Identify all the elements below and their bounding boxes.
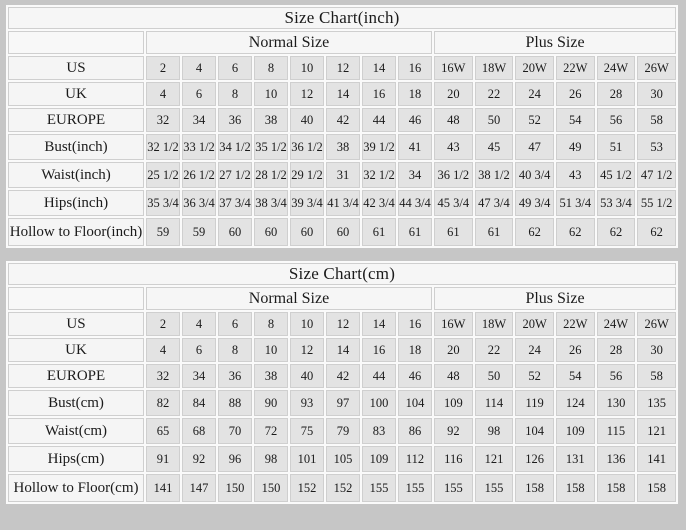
- table-row: [8, 190, 676, 216]
- data-cell: 39 1/2: [362, 134, 396, 160]
- data-cell: 24W: [597, 312, 636, 336]
- data-cell: 42: [326, 108, 360, 132]
- data-cell: 130: [597, 390, 636, 416]
- data-cell: 37 3/4: [218, 190, 252, 216]
- data-cell: 126: [515, 446, 554, 472]
- data-cell: 8: [218, 82, 252, 106]
- data-cell: 4: [182, 56, 216, 80]
- data-cell: 30: [637, 338, 676, 362]
- data-cell: 49: [556, 134, 595, 160]
- corner-cell: [8, 31, 144, 54]
- data-cell: 38: [254, 108, 288, 132]
- data-cell: 26: [556, 82, 595, 106]
- data-cell: 36 1/2: [434, 162, 473, 188]
- data-cell: 30: [637, 82, 676, 106]
- row-label: Hips(inch): [8, 190, 144, 216]
- data-cell: 20: [434, 338, 473, 362]
- data-cell: 2: [146, 56, 180, 80]
- normal-size-header: Normal Size: [146, 31, 432, 54]
- table-title-row: [8, 7, 676, 29]
- data-cell: 4: [146, 338, 180, 362]
- data-cell: 34: [182, 364, 216, 388]
- data-cell: 90: [254, 390, 288, 416]
- data-cell: 28 1/2: [254, 162, 288, 188]
- data-cell: 158: [515, 474, 554, 502]
- data-cell: 20W: [515, 312, 554, 336]
- plus-size-header: Plus Size: [434, 31, 676, 54]
- data-cell: 96: [218, 446, 252, 472]
- data-cell: 34 1/2: [218, 134, 252, 160]
- data-cell: 60: [326, 218, 360, 246]
- data-cell: 109: [362, 446, 396, 472]
- data-cell: 150: [254, 474, 288, 502]
- data-cell: 6: [182, 82, 216, 106]
- data-cell: 31: [326, 162, 360, 188]
- data-cell: 8: [254, 312, 288, 336]
- table-row: [8, 312, 676, 336]
- data-cell: 152: [326, 474, 360, 502]
- data-cell: 18W: [475, 312, 514, 336]
- data-cell: 92: [434, 418, 473, 444]
- data-cell: 115: [597, 418, 636, 444]
- plus-size-header: Plus Size: [434, 287, 676, 310]
- data-cell: 44: [362, 108, 396, 132]
- table-row: [8, 134, 676, 160]
- data-cell: 51: [597, 134, 636, 160]
- data-cell: 47 1/2: [637, 162, 676, 188]
- data-cell: 10: [254, 82, 288, 106]
- data-cell: 158: [597, 474, 636, 502]
- data-cell: 12: [326, 312, 360, 336]
- table-row: [8, 56, 676, 80]
- data-cell: 83: [362, 418, 396, 444]
- data-cell: 97: [326, 390, 360, 416]
- data-cell: 36 3/4: [182, 190, 216, 216]
- table-row: [8, 364, 676, 388]
- data-cell: 47 3/4: [475, 190, 514, 216]
- data-cell: 16: [362, 82, 396, 106]
- data-cell: 62: [597, 218, 636, 246]
- data-cell: 104: [398, 390, 432, 416]
- data-cell: 56: [597, 108, 636, 132]
- data-cell: 98: [254, 446, 288, 472]
- size-chart-cm-table: [6, 261, 678, 504]
- data-cell: 50: [475, 364, 514, 388]
- corner-cell: [8, 287, 144, 310]
- data-cell: 54: [556, 364, 595, 388]
- data-cell: 147: [182, 474, 216, 502]
- data-cell: 16: [398, 56, 432, 80]
- data-cell: 32 1/2: [146, 134, 180, 160]
- data-cell: 58: [637, 108, 676, 132]
- data-cell: 40: [290, 108, 324, 132]
- row-label: UK: [8, 338, 144, 362]
- data-cell: 155: [475, 474, 514, 502]
- row-label: US: [8, 312, 144, 336]
- data-cell: 36 1/2: [290, 134, 324, 160]
- data-cell: 150: [218, 474, 252, 502]
- data-cell: 141: [146, 474, 180, 502]
- data-cell: 86: [398, 418, 432, 444]
- data-cell: 45 3/4: [434, 190, 473, 216]
- data-cell: 124: [556, 390, 595, 416]
- data-cell: 39 3/4: [290, 190, 324, 216]
- data-cell: 18W: [475, 56, 514, 80]
- row-label: EUROPE: [8, 108, 144, 132]
- data-cell: 26: [556, 338, 595, 362]
- data-cell: 10: [290, 56, 324, 80]
- data-cell: 52: [515, 364, 554, 388]
- table-row: [8, 474, 676, 502]
- data-cell: 56: [597, 364, 636, 388]
- data-cell: 121: [475, 446, 514, 472]
- data-cell: 24: [515, 338, 554, 362]
- row-label: Waist(cm): [8, 418, 144, 444]
- data-cell: 46: [398, 364, 432, 388]
- data-cell: 12: [326, 56, 360, 80]
- data-cell: 34: [398, 162, 432, 188]
- table-row: [8, 162, 676, 188]
- data-cell: 26W: [637, 312, 676, 336]
- data-cell: 2: [146, 312, 180, 336]
- data-cell: 18: [398, 338, 432, 362]
- row-label: Hollow to Floor(inch): [8, 218, 144, 246]
- data-cell: 4: [182, 312, 216, 336]
- table-row: [8, 446, 676, 472]
- data-cell: 18: [398, 82, 432, 106]
- data-cell: 6: [182, 338, 216, 362]
- data-cell: 55 1/2: [637, 190, 676, 216]
- data-cell: 155: [398, 474, 432, 502]
- table-title: Size Chart(cm): [8, 263, 676, 285]
- data-cell: 88: [218, 390, 252, 416]
- data-cell: 50: [475, 108, 514, 132]
- data-cell: 68: [182, 418, 216, 444]
- data-cell: 60: [290, 218, 324, 246]
- data-cell: 32 1/2: [362, 162, 396, 188]
- data-cell: 14: [362, 312, 396, 336]
- data-cell: 32: [146, 364, 180, 388]
- data-cell: 46: [398, 108, 432, 132]
- data-cell: 72: [254, 418, 288, 444]
- size-group-header-row: [8, 287, 676, 310]
- data-cell: 116: [434, 446, 473, 472]
- data-cell: 61: [398, 218, 432, 246]
- data-cell: 158: [556, 474, 595, 502]
- row-label: EUROPE: [8, 364, 144, 388]
- data-cell: 10: [290, 312, 324, 336]
- data-cell: 100: [362, 390, 396, 416]
- table-title: Size Chart(inch): [8, 7, 676, 29]
- data-cell: 38: [254, 364, 288, 388]
- data-cell: 38 1/2: [475, 162, 514, 188]
- data-cell: 60: [254, 218, 288, 246]
- row-label: Bust(cm): [8, 390, 144, 416]
- table-row: [8, 338, 676, 362]
- data-cell: 24W: [597, 56, 636, 80]
- data-cell: 6: [218, 56, 252, 80]
- row-label: US: [8, 56, 144, 80]
- table-row: [8, 418, 676, 444]
- data-cell: 4: [146, 82, 180, 106]
- data-cell: 48: [434, 364, 473, 388]
- data-cell: 34: [182, 108, 216, 132]
- data-cell: 35 3/4: [146, 190, 180, 216]
- data-cell: 41 3/4: [326, 190, 360, 216]
- data-cell: 119: [515, 390, 554, 416]
- data-cell: 20: [434, 82, 473, 106]
- data-cell: 29 1/2: [290, 162, 324, 188]
- row-label: UK: [8, 82, 144, 106]
- data-cell: 155: [362, 474, 396, 502]
- row-label: Waist(inch): [8, 162, 144, 188]
- data-cell: 70: [218, 418, 252, 444]
- data-cell: 26W: [637, 56, 676, 80]
- size-group-header-row: [8, 31, 676, 54]
- table-row: [8, 218, 676, 246]
- data-cell: 45: [475, 134, 514, 160]
- data-cell: 62: [556, 218, 595, 246]
- data-cell: 44 3/4: [398, 190, 432, 216]
- data-cell: 101: [290, 446, 324, 472]
- data-cell: 36: [218, 108, 252, 132]
- data-cell: 141: [637, 446, 676, 472]
- data-cell: 28: [597, 82, 636, 106]
- data-cell: 45 1/2: [597, 162, 636, 188]
- data-cell: 27 1/2: [218, 162, 252, 188]
- data-cell: 82: [146, 390, 180, 416]
- data-cell: 79: [326, 418, 360, 444]
- data-cell: 158: [637, 474, 676, 502]
- data-cell: 60: [218, 218, 252, 246]
- data-cell: 91: [146, 446, 180, 472]
- data-cell: 62: [515, 218, 554, 246]
- data-cell: 36: [218, 364, 252, 388]
- table-row: [8, 82, 676, 106]
- data-cell: 109: [434, 390, 473, 416]
- data-cell: 12: [290, 338, 324, 362]
- data-cell: 61: [434, 218, 473, 246]
- data-cell: 75: [290, 418, 324, 444]
- data-cell: 8: [254, 56, 288, 80]
- data-cell: 14: [362, 56, 396, 80]
- data-cell: 38 3/4: [254, 190, 288, 216]
- data-cell: 33 1/2: [182, 134, 216, 160]
- data-cell: 92: [182, 446, 216, 472]
- data-cell: 32: [146, 108, 180, 132]
- data-cell: 53 3/4: [597, 190, 636, 216]
- data-cell: 22W: [556, 312, 595, 336]
- data-cell: 53: [637, 134, 676, 160]
- data-cell: 48: [434, 108, 473, 132]
- data-cell: 22: [475, 82, 514, 106]
- data-cell: 104: [515, 418, 554, 444]
- data-cell: 26 1/2: [182, 162, 216, 188]
- data-cell: 51 3/4: [556, 190, 595, 216]
- data-cell: 114: [475, 390, 514, 416]
- data-cell: 47: [515, 134, 554, 160]
- data-cell: 14: [326, 82, 360, 106]
- data-cell: 121: [637, 418, 676, 444]
- data-cell: 25 1/2: [146, 162, 180, 188]
- data-cell: 16W: [434, 312, 473, 336]
- data-cell: 10: [254, 338, 288, 362]
- data-cell: 41: [398, 134, 432, 160]
- data-cell: 109: [556, 418, 595, 444]
- data-cell: 61: [362, 218, 396, 246]
- data-cell: 93: [290, 390, 324, 416]
- data-cell: 24: [515, 82, 554, 106]
- data-cell: 52: [515, 108, 554, 132]
- data-cell: 12: [290, 82, 324, 106]
- data-cell: 54: [556, 108, 595, 132]
- data-cell: 43: [434, 134, 473, 160]
- normal-size-header: Normal Size: [146, 287, 432, 310]
- row-label: Hips(cm): [8, 446, 144, 472]
- table-row: [8, 108, 676, 132]
- data-cell: 105: [326, 446, 360, 472]
- data-cell: 20W: [515, 56, 554, 80]
- data-cell: 42: [326, 364, 360, 388]
- data-cell: 152: [290, 474, 324, 502]
- data-cell: 61: [475, 218, 514, 246]
- data-cell: 65: [146, 418, 180, 444]
- data-cell: 38: [326, 134, 360, 160]
- data-cell: 8: [218, 338, 252, 362]
- data-cell: 136: [597, 446, 636, 472]
- data-cell: 6: [218, 312, 252, 336]
- data-cell: 28: [597, 338, 636, 362]
- table-row: [8, 390, 676, 416]
- data-cell: 14: [326, 338, 360, 362]
- row-label: Hollow to Floor(cm): [8, 474, 144, 502]
- data-cell: 16: [398, 312, 432, 336]
- data-cell: 58: [637, 364, 676, 388]
- data-cell: 131: [556, 446, 595, 472]
- data-cell: 16: [362, 338, 396, 362]
- data-cell: 59: [146, 218, 180, 246]
- data-cell: 42 3/4: [362, 190, 396, 216]
- data-cell: 98: [475, 418, 514, 444]
- data-cell: 22: [475, 338, 514, 362]
- data-cell: 22W: [556, 56, 595, 80]
- data-cell: 59: [182, 218, 216, 246]
- data-cell: 49 3/4: [515, 190, 554, 216]
- data-cell: 16W: [434, 56, 473, 80]
- data-cell: 112: [398, 446, 432, 472]
- row-label: Bust(inch): [8, 134, 144, 160]
- data-cell: 35 1/2: [254, 134, 288, 160]
- data-cell: 43: [556, 162, 595, 188]
- table-title-row: [8, 263, 676, 285]
- data-cell: 62: [637, 218, 676, 246]
- size-chart-inch-table: [6, 5, 678, 248]
- data-cell: 40 3/4: [515, 162, 554, 188]
- data-cell: 155: [434, 474, 473, 502]
- data-cell: 135: [637, 390, 676, 416]
- data-cell: 44: [362, 364, 396, 388]
- data-cell: 40: [290, 364, 324, 388]
- data-cell: 84: [182, 390, 216, 416]
